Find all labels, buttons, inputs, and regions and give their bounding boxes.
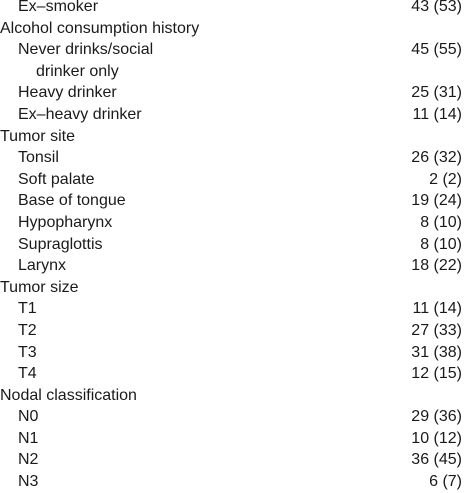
row-value: 36 (45) (411, 451, 462, 469)
row-label: T4 (18, 365, 37, 383)
table-row (0, 449, 474, 471)
row-value: 8 (10) (420, 235, 462, 253)
table-row (0, 0, 474, 18)
section-header-tumor-size (0, 277, 474, 299)
row-value: 43 (53) (411, 0, 462, 15)
table-row (0, 363, 474, 385)
table-row (0, 169, 474, 191)
row-label: T1 (18, 300, 37, 318)
table-row (0, 428, 474, 450)
row-value: 11 (14) (412, 105, 462, 123)
table-row (0, 190, 474, 212)
row-value: 12 (15) (411, 365, 462, 383)
table-row (0, 255, 474, 277)
row-value: 11 (14) (412, 300, 462, 318)
row-value: 19 (24) (411, 192, 462, 210)
section-header-alcohol (0, 18, 474, 40)
table-row (0, 471, 474, 493)
section-header-nodal (0, 385, 474, 407)
row-label: Never drinks/social (18, 41, 154, 59)
row-label: Supraglottis (18, 235, 103, 253)
row-label: N1 (18, 429, 39, 447)
row-value: 31 (38) (411, 343, 462, 361)
row-label: Base of tongue (18, 192, 126, 210)
row-label: Heavy drinker (18, 84, 117, 102)
table-row (0, 104, 474, 126)
row-value: 2 (2) (429, 170, 462, 188)
row-label: Ex–heavy drinker (18, 105, 142, 123)
row-label: Larynx (18, 257, 67, 275)
row-value: 25 (31) (411, 84, 462, 102)
section-label: Alcohol consumption history (0, 19, 200, 37)
section-label: Nodal classification (0, 386, 137, 404)
table-row (0, 212, 474, 234)
row-label: T3 (18, 343, 37, 361)
row-value: 29 (36) (411, 408, 462, 426)
row-value: 26 (32) (411, 149, 462, 167)
row-value: 45 (55) (411, 41, 462, 59)
row-value: 27 (33) (411, 321, 462, 339)
table-row (0, 406, 474, 428)
table-row (0, 342, 474, 364)
row-label: N3 (18, 473, 39, 491)
row-label: Soft palate (18, 170, 95, 188)
table-row (0, 320, 474, 342)
section-header-tumor-site (0, 126, 474, 148)
table-row (0, 234, 474, 256)
section-label: Tumor site (0, 127, 75, 145)
row-label: Ex–smoker (18, 0, 99, 15)
table-row (0, 82, 474, 104)
row-value: 6 (7) (429, 473, 462, 491)
section-label: Tumor size (0, 278, 79, 296)
row-value: 10 (12) (411, 429, 462, 447)
row-label: N0 (18, 408, 39, 426)
row-label-continuation: drinker only (36, 62, 119, 80)
table-row (0, 298, 474, 320)
row-label: Tonsil (18, 149, 59, 167)
table-row (0, 147, 474, 169)
row-label: Hypopharynx (18, 213, 113, 231)
row-value: 18 (22) (411, 257, 462, 275)
table-row (0, 39, 474, 82)
row-label: T2 (18, 321, 37, 339)
row-label: N2 (18, 451, 39, 469)
row-value: 8 (10) (420, 213, 462, 231)
